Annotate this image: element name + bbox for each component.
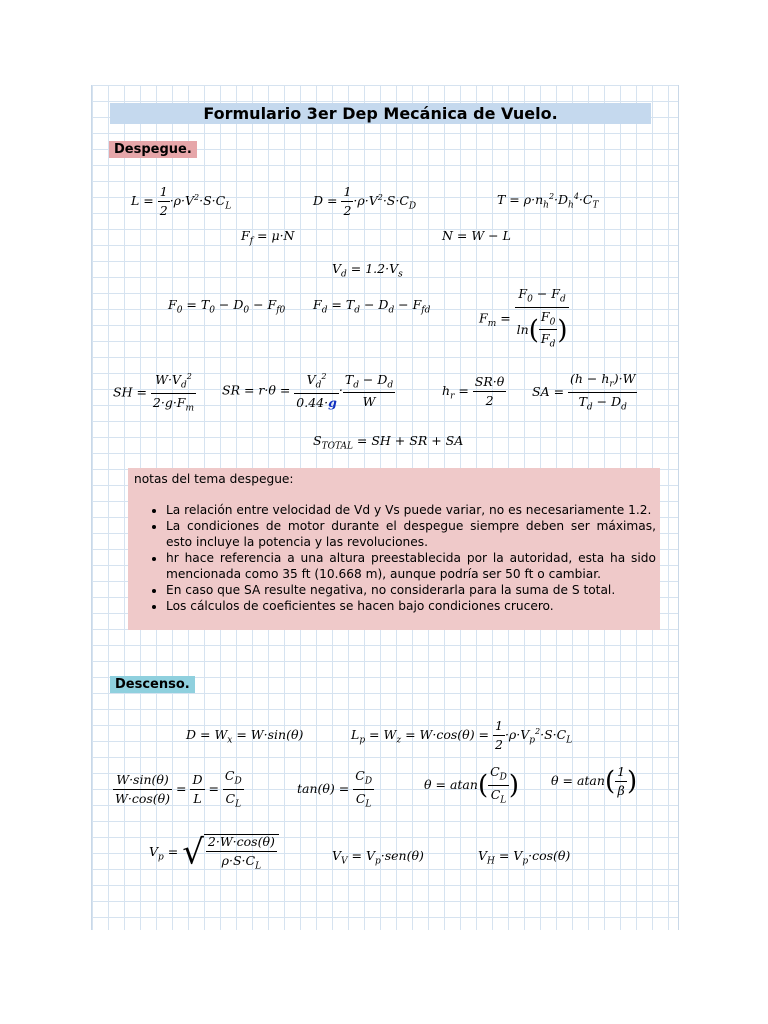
equation-theta-atan-beta: θ = atan( $\frac{1}{\beta}$ ): [551, 764, 638, 798]
notes-list: [128, 502, 660, 614]
section-heading-despegue: Despegue.: [109, 141, 197, 158]
equation-mean-force: $F_m$ = $F_0 - F_d$ ln( $\frac{F_0}{F_d}$ ): [479, 286, 568, 350]
equation-descent-drag: $D = W_x = W\cdot\sin(\theta)$: [186, 727, 304, 746]
section-heading-descenso: Descenso.: [110, 676, 195, 693]
equation-ground-roll: SH = $\frac{W\cdot V_d^2}{2\cdot g\cdot F_m}$: [113, 372, 195, 414]
notes-box: [128, 468, 660, 630]
equation-friction: $F_f = \mu\cdot N$: [241, 228, 295, 247]
equation-normal: N = W − L: [442, 228, 511, 243]
equation-drag: D = $\frac{1}{2}$ $\cdot\rho\cdot V^2\cdot S\cdot C_D$: [313, 184, 417, 218]
list-item: • La relación entre velocidad de Vd y Vs puede variar, no es necesariamente 1.2.: [166, 502, 656, 518]
page-title: Formulario 3er Dep Mecánica de Vuelo.: [110, 103, 651, 124]
equation-theta-atan-coefficients: θ = atan( $\frac{C_D}{C_L}$ ): [424, 764, 520, 805]
equation-rotation-distance: SR = r·θ = $\frac{V_d^2}{0.44\cdot g}$ · $\frac{T_d - D_d}{W}$: [222, 371, 394, 410]
list-item: • La condiciones de motor durante el despegue siempre deben ser máximas, esto incluye la potencia y las revoluciones.: [166, 518, 656, 550]
equation-reference-height: $h_r$ = $\frac{SR\cdot\theta}{2}$: [442, 374, 505, 408]
equation-tan-theta: tan(θ) = $\frac{C_D}{C_L}$: [297, 768, 373, 809]
equation-glide-ratio: $\frac{W\cdot\sin(\theta)}{W\cdot\cos(\theta)}$ = $\frac{D}{L}$ = $\frac{C_D}{C_L}$: [115, 768, 242, 809]
equation-air-distance: SA = $\frac{(h - h_r)\cdot W}{T_d - D_d}$: [532, 371, 636, 412]
equation-descent-lift: $L_p = W_z = W\cdot\cos(\theta)$ = $\frac{1}{2}$ $\cdot\rho\cdot V_p^2\cdot S\cdot C_L$: [351, 718, 573, 752]
notes-heading: notas del tema despegue:: [134, 472, 294, 486]
equation-final-force: $F_d = T_d - D_d - F_{fd}$: [313, 297, 431, 316]
equation-takeoff-velocity: $V_d = 1.2\cdot V_s$: [332, 261, 403, 280]
list-item: • Los cálculos de coeficientes se hacen bajo condiciones crucero.: [166, 598, 656, 614]
list-item: • En caso que SA resulte negativa, no considerarla para la suma de S total.: [166, 582, 656, 598]
equation-horizontal-velocity: $V_H = V_p\cdot\cos(\theta)$: [478, 848, 571, 867]
equation-vertical-velocity: $V_V = V_p\cdot sen(\theta)$: [332, 848, 424, 867]
equation-lift: L = $\frac{1}{2}$ $\cdot\rho\cdot V^2\cdot S\cdot C_L$: [131, 184, 232, 218]
equation-initial-force: $F_0 = T_0 - D_0 - F_{f0}$: [168, 297, 286, 316]
equation-total-distance: $S_{TOTAL}$ = SH + SR + SA: [313, 433, 464, 452]
equation-descent-velocity: $V_p$ = √ $\frac{2\cdot W\cdot\cos(\theta)}{\rho\cdot S\cdot C_L}$: [149, 834, 279, 871]
list-item: • hr hace referencia a una altura preestablecida por la autoridad, esta ha sido mencionada como 35 ft (10.668 m), aunque podría ser 50 ft o cambiar.: [166, 550, 656, 582]
equation-thrust: $T = \rho\cdot n_h^2\cdot D_h^4\cdot C_T$: [497, 192, 599, 211]
